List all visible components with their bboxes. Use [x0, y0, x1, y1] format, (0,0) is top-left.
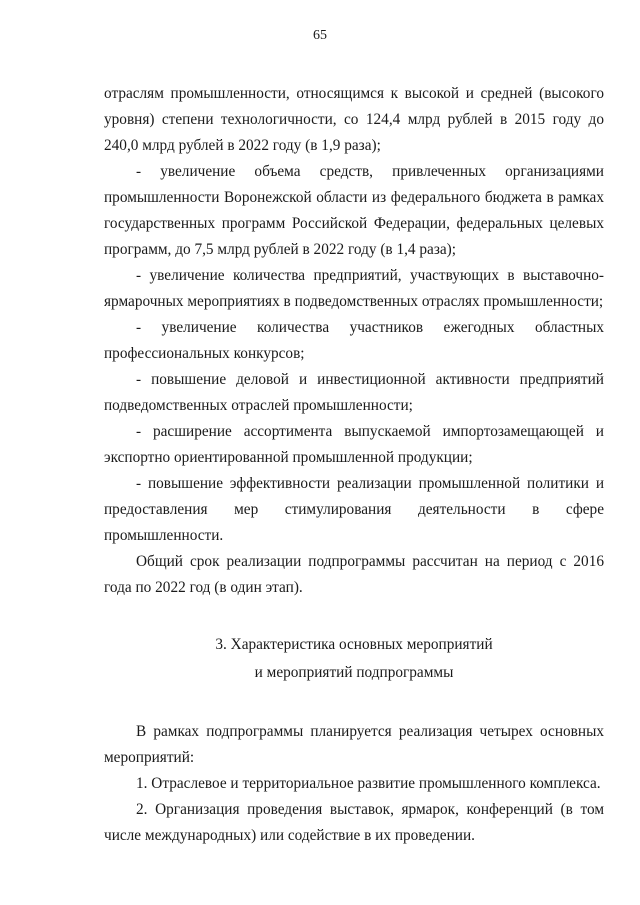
paragraph-implementation-period: Общий срок реализации подпрограммы рассчитан на период с 2016 года по 2022 год (в один этап). [104, 553, 604, 596]
section-heading-line-2: и мероприятий подпрограммы [254, 664, 454, 681]
bullet-contests: - увеличение количества участников ежегодных областных профессиональных конкурсов; [104, 319, 604, 362]
paragraph-continuation: отраслям промышленности, относящимся к высокой и средней (высокого уровня) степени технологичности, со 124,4 млрд рублей в 2015 году до 240,0 млрд рублей в 2022 году (в 1,9 раза); [104, 85, 604, 154]
section-heading [104, 631, 604, 687]
page-number: 65 [313, 28, 327, 43]
bullet-investment-activity: - повышение деловой и инвестиционной активности предприятий подведомственных отраслей промышленности; [104, 371, 604, 414]
bullet-import-substitution: - расширение ассортимента выпускаемой импортозамещающей и экспортно ориентированной промышленной продукции; [104, 423, 604, 466]
bullet-exhibitions: - увеличение количества предприятий, участвующих в выставочно-ярмарочных мероприятиях в подведомственных отраслях промышленности; [104, 267, 604, 310]
paragraph-main-activities: В рамках подпрограммы планируется реализация четырех основных мероприятий: [104, 723, 604, 766]
bullet-federal-funds: - увеличение объема средств, привлеченных организациями промышленности Воронежской области из федерального бюджета в рамках государственных программ Российской Федерации, федеральных целевых программ, до 7,5 млрд рублей в 2022 году (в 1,4 раза); [104, 163, 604, 258]
list-item-1: 1. Отраслевое и территориальное развитие промышленного комплекса. [136, 775, 601, 792]
document-body [104, 81, 604, 849]
list-item-2: 2. Организация проведения выставок, ярмарок, конференций (в том числе международных) или содействие в их проведении. [104, 801, 604, 844]
bullet-industrial-policy: - повышение эффективности реализации промышленной политики и предоставления мер стимулирования деятельности в сфере промышленности. [104, 475, 604, 544]
section-heading-line-1: 3. Характеристика основных мероприятий [215, 636, 493, 653]
